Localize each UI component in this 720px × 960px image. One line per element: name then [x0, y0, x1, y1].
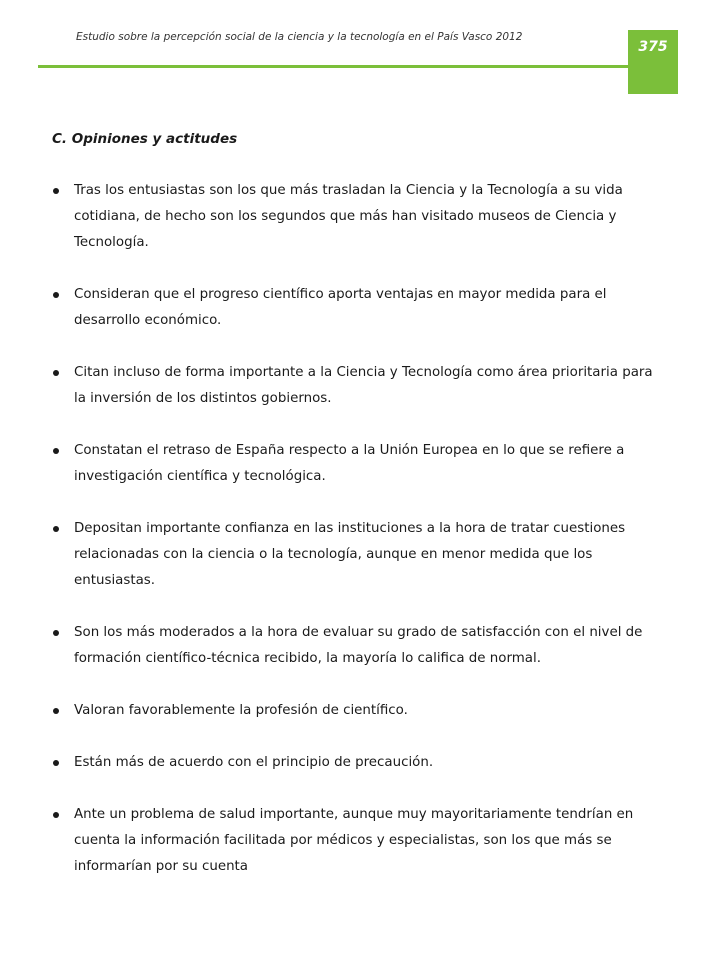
- bullet-icon: [53, 812, 59, 818]
- bullet-icon: [53, 292, 59, 298]
- page-number-box: [628, 30, 678, 94]
- header-divider: [38, 65, 630, 68]
- list-item: [52, 282, 664, 334]
- bullet-icon: [53, 370, 59, 376]
- list-item-text: Depositan importante confianza en las instituciones a la hora de tratar cuestiones relacionadas con la ciencia o la tecnología, aunque en menor medida que los entusiastas.: [74, 521, 626, 588]
- list-item: [52, 360, 664, 412]
- list-item: [52, 516, 664, 594]
- bullet-icon: [53, 630, 59, 636]
- list-item-text: Consideran que el progreso científico aporta ventajas en mayor medida para el desarrollo económico.: [74, 287, 607, 328]
- bullet-icon: [53, 188, 59, 194]
- list-item-text: Tras los entusiastas son los que más trasladan la Ciencia y la Tecnología a su vida cotidiana, de hecho son los segundos que más han visitado museos de Ciencia y Tecnología.: [74, 183, 623, 250]
- list-item-text: Ante un problema de salud importante, aunque muy mayoritariamente tendrían en cuenta la información facilitada por médicos y especialistas, son los que más se informarían por su cuenta: [74, 807, 634, 874]
- list-item: [52, 698, 664, 724]
- page-number: 375: [638, 39, 668, 55]
- list-item: [52, 750, 664, 776]
- list-item: [52, 438, 664, 490]
- list-item-text: Son los más moderados a la hora de evaluar su grado de satisfacción con el nivel de formación científico-técnica recibido, la mayoría lo califica de normal.: [74, 625, 643, 666]
- list-item-text: Están más de acuerdo con el principio de precaución.: [74, 755, 434, 770]
- list-item-text: Valoran favorablemente la profesión de científico.: [74, 703, 408, 718]
- bullet-icon: [53, 708, 59, 714]
- section-heading: C. Opiniones y actitudes: [52, 131, 238, 147]
- list-item: [52, 802, 664, 880]
- running-header: Estudio sobre la percepción social de la ciencia y la tecnología en el País Vasco 2012: [76, 31, 523, 43]
- list-item-text: Citan incluso de forma importante a la Ciencia y Tecnología como área prioritaria para la inversión de los distintos gobiernos.: [74, 365, 653, 406]
- list-item: [52, 620, 664, 672]
- bullet-icon: [53, 526, 59, 532]
- bullet-icon: [53, 760, 59, 766]
- list-item: [52, 178, 664, 256]
- bullet-list: [52, 178, 664, 906]
- list-item-text: Constatan el retraso de España respecto a la Unión Europea en lo que se refiere a investigación científica y tecnológica.: [74, 443, 625, 484]
- bullet-icon: [53, 448, 59, 454]
